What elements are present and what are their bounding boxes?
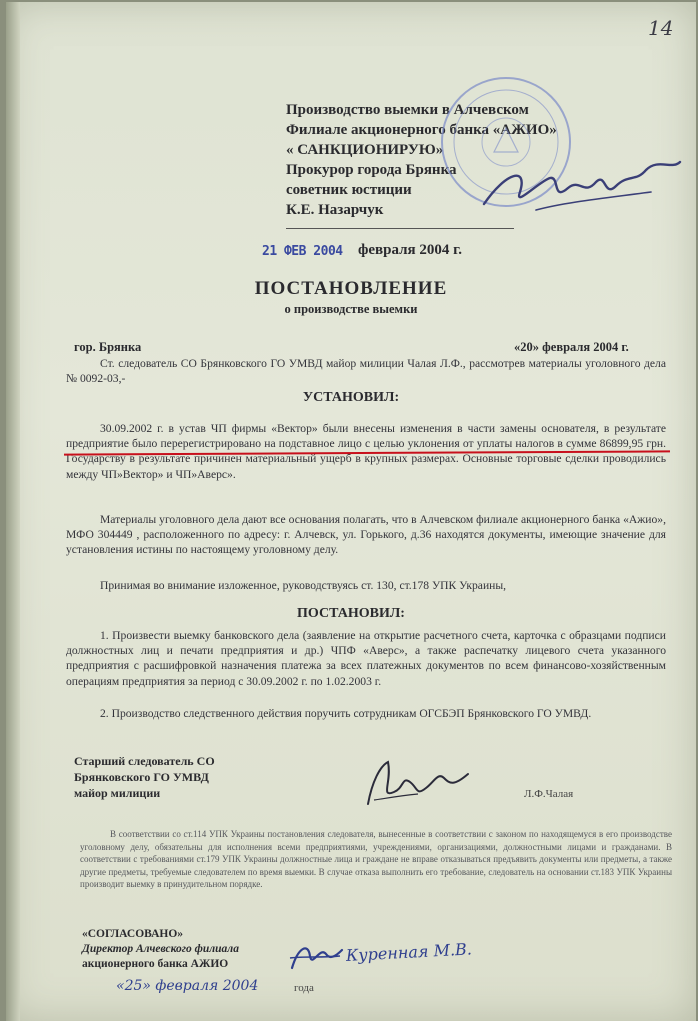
approval-line-6: К.Е. Назарчук: [286, 202, 384, 218]
binder-edge: [6, 2, 20, 1021]
archive-page-number: 14: [648, 16, 674, 40]
agreed-line-1: «СОГЛАСОВАНО»: [82, 928, 184, 940]
agreed-line-3: акционерного банка АЖИО: [82, 958, 229, 970]
document-title: ПОСТАНОВЛЕНИЕ: [254, 278, 448, 299]
decided-heading: ПОСТАНОВИЛ:: [297, 606, 405, 621]
signatory-line-3: майор милиции: [74, 786, 161, 800]
approval-rule: [286, 228, 514, 229]
document-date: «20» февраля 2004 г.: [514, 340, 629, 354]
bank-director-initials: [286, 938, 346, 974]
legal-notice: В соответствии со ст.114 УПК Украины постановления следователя, вынесенные в соответствии с законом по находящемуся в его производстве уголовному делу, обязательны для исполнения всеми предприятиями, учреждениями, организациями, должностными лицами и гражданами. В соответствии с требованиями ст.179 УПК Украины должностные лица и граждане не вправе отказываться предъявить документы или предметы, а также другие предметы, требуемые следователем по время выемки. В случае отказа выполнить его требование, следователь на основании ст.183 УПК Украины производит выемку в принудительном порядке.: [80, 829, 672, 890]
established-paragraph-3: Принимая во внимание изложенное, руководствуясь ст. 130, ст.178 УПК Украины,: [100, 579, 507, 592]
approval-line-1: Производство выемки в Алчевском: [286, 102, 529, 118]
approval-line-2: Филиале акционерного банка «АЖИО»: [286, 122, 557, 138]
signatory-line-2: Брянковского ГО УМВД: [74, 770, 209, 784]
decided-paragraph-1: 1. Произвести выемку банковского дела (заявление на открытие расчетного счета, карточка с образцами подписи должностных лиц и печати предприятия и др.) ЧПФ «Аверс», а также распечатку лицевого счета указанного предприятия с расшифровкой назначения платежа за всех платежных документов по всем финансово-хозяйственным операциям предприятия за период с 30.09.2002 г. по 1.02.2003 г.: [66, 629, 666, 688]
decided-paragraph-2: 2. Производство следственного действия поручить сотрудникам ОГСБЭП Брянковского ГО УМВД.: [100, 707, 592, 720]
agreed-date-handwritten: «25» февраля 2004: [116, 978, 259, 994]
intro-paragraph: Ст. следователь СО Брянковского ГО УМВД майор милиции Чалая Л.Ф., рассмотрев материалы уголовного дела № 0092-03,-: [66, 357, 666, 386]
document-page: [6, 2, 696, 1021]
signatory-name: Л.Ф.Чалая: [524, 788, 574, 800]
city: гор. Брянка: [74, 340, 142, 354]
bank-director-name: Куренная М.В.: [345, 939, 473, 965]
approval-date-suffix: февраля 2004 г.: [358, 242, 463, 258]
established-paragraph-1: 30.09.2002 г. в устав ЧП фирмы «Вектор» были внесены изменения в части замены основателя, в результате предприятие было перерегистрировано на подставное лицо с целью уклонения от уплаты налогов в сумме 86899,95 грн. Государству в результате причинен материальный ущерб в крупных размерах. Основные торговые сделки проводились между ЧП»Вектор» и ЧП»Аверс».: [66, 422, 666, 481]
agreed-year-suffix: года: [294, 982, 314, 994]
signatory-line-1: Старший следователь СО: [74, 754, 215, 768]
established-paragraph-2: Материалы уголовного дела дают все основания полагать, что в Алчевском филиале акционерного банка «Ажио», МФО 304449 , расположенного по адресу: г. Алчевск, ул. Горького, д.36 находятся документы, имеющие значение для установления истины по настоящему уголовному делу.: [66, 513, 666, 557]
approval-date-stamp: 21 ФЕВ 2004: [262, 244, 343, 259]
established-heading: УСТАНОВИЛ:: [302, 390, 400, 405]
approval-line-3: « САНКЦИОНИРУЮ»: [286, 142, 444, 158]
approval-line-5: советник юстиции: [286, 182, 412, 198]
investigator-signature: [358, 752, 478, 816]
approval-line-4: Прокурор города Брянка: [286, 162, 457, 178]
document-subtitle: о производстве выемки: [284, 302, 418, 316]
prosecutor-signature: [476, 152, 686, 222]
agreed-line-2: Директор Алчевского филиала: [82, 943, 239, 955]
